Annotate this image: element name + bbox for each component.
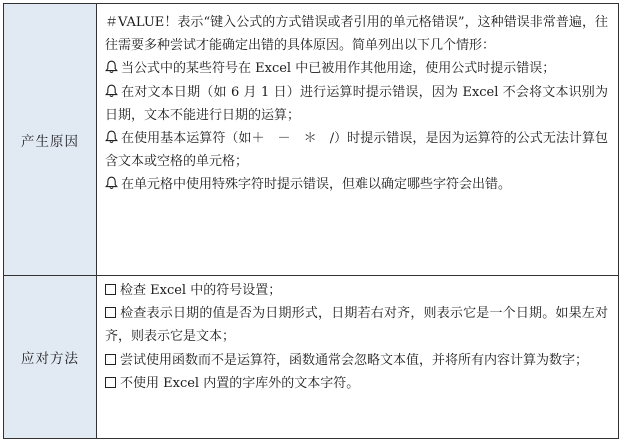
cause-item <box>105 57 608 80</box>
bell-icon <box>105 60 118 74</box>
cause-item-text: 在对文本日期（如 6 月 1 日）进行运算时提示错误，因为 Excel 不会将文本识别为日期，文本不能进行日期的运算； <box>105 84 608 123</box>
cause-item <box>105 81 608 127</box>
row-label-text: 产生原因 <box>21 133 79 150</box>
cause-item <box>105 173 608 196</box>
solution-item <box>105 279 608 302</box>
cause-item <box>105 127 608 173</box>
row-label-solutions <box>4 276 97 438</box>
cause-item-text: 在使用基本运算符（如＋ － ＊ /）时提示错误，是因为运算符的公式无法计算包含文本或空格的单元格； <box>105 131 608 170</box>
cause-item-text: 在单元格中使用特殊字符时提示错误，但难以确定哪些字符会出错。 <box>121 177 512 193</box>
solution-item <box>105 349 608 372</box>
solution-item <box>105 372 608 395</box>
checkbox-icon <box>105 284 116 295</box>
solution-item-text: 检查表示日期的值是否为日期形式，日期若右对齐，则表示它是一个日期。如果左对齐，则表示它是文本； <box>105 306 608 345</box>
bell-icon <box>105 84 118 98</box>
checkbox-icon <box>105 307 116 318</box>
checkbox-icon <box>105 354 116 365</box>
row-label-text: 应对方法 <box>21 351 79 367</box>
bell-icon <box>105 130 118 144</box>
info-table <box>3 3 619 439</box>
bell-icon <box>105 176 118 190</box>
solution-item-text: 检查 Excel 中的符号设置； <box>120 283 282 298</box>
solution-item <box>105 302 608 348</box>
solution-item-text: 尝试使用函数而不是运算符，函数通常会忽略文本值，并将所有内容计算为数字； <box>120 352 589 368</box>
cause-item-text: 当公式中的某些符号在 Excel 中已被用作其他用途，使用公式时提示错误； <box>121 61 556 77</box>
causes-intro: ＃VALUE！表示“键入公式的方式错误或者引用的单元格错误”，这种错误非常普遍，往往需要多种尝试才能确定出错的具体原因。简单列出以下几个情形： <box>105 15 608 54</box>
checkbox-icon <box>105 377 116 388</box>
causes-content <box>97 4 618 276</box>
solution-item-text: 不使用 Excel 内置的字库外的文本字符。 <box>120 375 360 391</box>
solutions-content <box>97 276 618 438</box>
row-label-causes <box>4 4 97 276</box>
